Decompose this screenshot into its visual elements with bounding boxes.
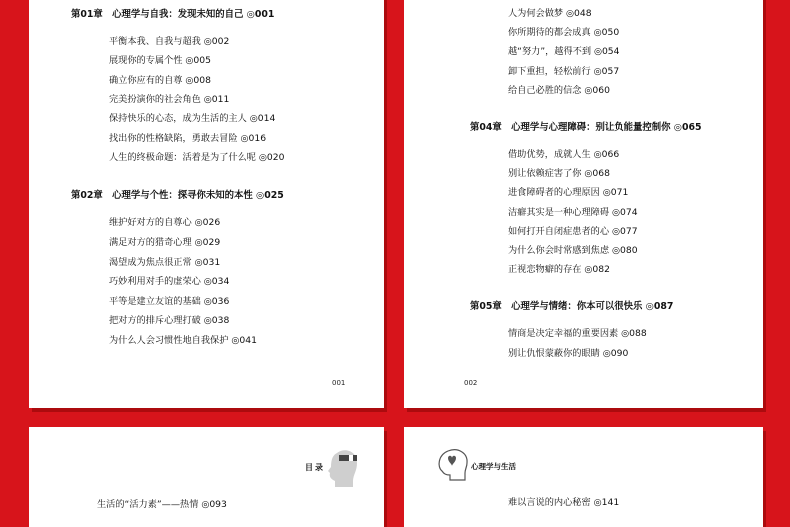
- toc-item: 洁癖其实是一种心理障碍 ◎074: [508, 207, 638, 218]
- toc-item: 人为何会做梦 ◎048: [508, 8, 592, 19]
- toc-item: 难以言说的内心秘密 ◎141: [508, 497, 620, 508]
- toc-item: 如何打开自闭症患者的心 ◎077: [508, 226, 638, 237]
- toc-item: 你所期待的都会成真 ◎050: [508, 27, 620, 38]
- toc-item: 确立你应有的自尊 ◎008: [109, 75, 211, 86]
- toc-item: 别让仇恨蒙蔽你的眼睛 ◎090: [508, 348, 629, 359]
- toc-item: 借助优势，成就人生 ◎066: [508, 149, 620, 160]
- toc-item: 找出你的性格缺陷，勇敢去冒险 ◎016: [109, 133, 267, 144]
- toc-item: 平等是建立友谊的基础 ◎036: [109, 296, 230, 307]
- toc-item: 巧妙利用对手的虚荣心 ◎034: [109, 276, 230, 287]
- toc-item: 渴望成为焦点很正常 ◎031: [109, 257, 221, 268]
- page-number: 002: [464, 379, 478, 387]
- toc-page-right: [404, 0, 763, 408]
- toc-item: 平衡本我、自我与超我 ◎002: [109, 36, 230, 47]
- toc-item: 完美扮演你的社会角色 ◎011: [109, 94, 230, 105]
- toc-item: 生活的“活力素”——热情 ◎093: [97, 499, 227, 510]
- head-profile-icon: [325, 447, 359, 487]
- toc-item: 进食障碍者的心理原因 ◎071: [508, 187, 629, 198]
- toc-item: 给自己必胜的信念 ◎060: [508, 85, 610, 96]
- toc-page-bottom-right: [404, 427, 763, 527]
- section-tag: 心理学与生活: [471, 462, 516, 471]
- toc-page-bottom-left: [29, 427, 384, 527]
- toc-item: 越“努力”，越得不到 ◎054: [508, 46, 620, 57]
- toc-page-left: [29, 0, 384, 408]
- toc-item: 为什么人会习惯性地自我保护 ◎041: [109, 335, 257, 346]
- chapter-title: 第01章 心理学与自我：发现未知的自己 ◎001: [71, 9, 275, 20]
- page-number: 001: [332, 379, 346, 387]
- toc-item: 满足对方的猎奇心理 ◎029: [109, 237, 221, 248]
- toc-item: 人生的终极命题：活着是为了什么呢 ◎020: [109, 152, 285, 163]
- toc-item: 把对方的排斥心理打破 ◎038: [109, 315, 230, 326]
- toc-item: 卸下重担，轻松前行 ◎057: [508, 66, 620, 77]
- toc-item: 维护好对方的自尊心 ◎026: [109, 217, 221, 228]
- chapter-title: 第05章 心理学与情绪：你本可以很快乐 ◎087: [470, 301, 674, 312]
- chapter-title: 第04章 心理学与心理障碍：别让负能量控制你 ◎065: [470, 122, 702, 133]
- chapter-title: 第02章 心理学与个性：探寻你未知的本性 ◎025: [71, 190, 284, 201]
- toc-item: 展现你的专属个性 ◎005: [109, 55, 211, 66]
- toc-item: 别让依赖症害了你 ◎068: [508, 168, 610, 179]
- toc-item: 正视恋物癖的存在 ◎082: [508, 264, 610, 275]
- toc-heading: 目录: [305, 463, 325, 472]
- brain-heart-icon: [436, 447, 470, 481]
- toc-item: 保持快乐的心态，成为生活的主人 ◎014: [109, 113, 276, 124]
- toc-item: 为什么你会时常感到焦虑 ◎080: [508, 245, 638, 256]
- toc-item: 情商是决定幸福的重要因素 ◎088: [508, 328, 647, 339]
